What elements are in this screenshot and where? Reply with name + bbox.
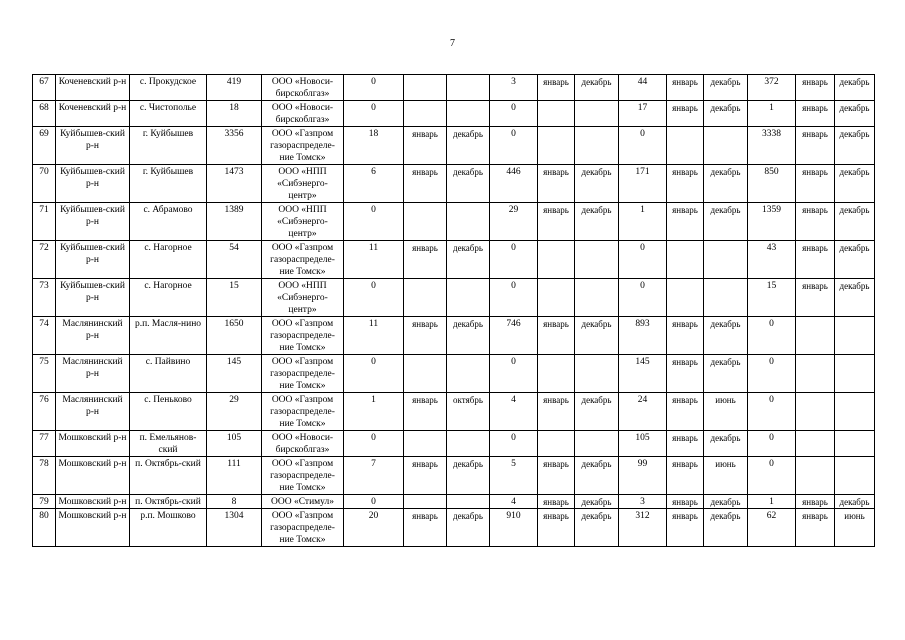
row-number: 70 bbox=[33, 165, 56, 203]
row-number: 79 bbox=[33, 495, 56, 509]
group-d-quantity: 0 bbox=[748, 457, 796, 495]
group-c-from: январь bbox=[667, 457, 704, 495]
group-a-to: декабрь bbox=[447, 241, 490, 279]
row-number: 75 bbox=[33, 355, 56, 393]
row-number: 77 bbox=[33, 431, 56, 457]
group-d-from: январь bbox=[796, 509, 835, 547]
group-c-quantity: 99 bbox=[619, 457, 667, 495]
row-number: 72 bbox=[33, 241, 56, 279]
settlement-cell: г. Куйбышев bbox=[130, 127, 207, 165]
group-d-quantity: 43 bbox=[748, 241, 796, 279]
group-a-from bbox=[404, 101, 447, 127]
group-b-quantity: 0 bbox=[490, 355, 538, 393]
group-b-quantity: 3 bbox=[490, 75, 538, 101]
group-a-from: январь bbox=[404, 509, 447, 547]
organization-cell: ООО «НПП «Сибэнерго-центр» bbox=[262, 279, 344, 317]
group-c-to bbox=[704, 279, 748, 317]
total-cell: 419 bbox=[207, 75, 262, 101]
group-b-to bbox=[575, 101, 619, 127]
group-b-from bbox=[538, 241, 575, 279]
district-cell: Куйбышев-ский р-н bbox=[56, 127, 130, 165]
organization-cell: ООО «Газпром газораспределе-ние Томск» bbox=[262, 241, 344, 279]
group-d-from: январь bbox=[796, 203, 835, 241]
group-a-from bbox=[404, 495, 447, 509]
table-row bbox=[33, 279, 875, 317]
group-a-from: январь bbox=[404, 457, 447, 495]
organization-cell: ООО «Газпром газораспределе-ние Томск» bbox=[262, 317, 344, 355]
group-b-quantity: 0 bbox=[490, 279, 538, 317]
group-b-quantity: 746 bbox=[490, 317, 538, 355]
group-a-from bbox=[404, 431, 447, 457]
group-a-from: январь bbox=[404, 317, 447, 355]
row-number: 76 bbox=[33, 393, 56, 431]
group-a-to bbox=[447, 101, 490, 127]
group-d-quantity: 372 bbox=[748, 75, 796, 101]
group-a-to: октябрь bbox=[447, 393, 490, 431]
group-d-to bbox=[835, 393, 875, 431]
group-b-to bbox=[575, 279, 619, 317]
total-cell: 29 bbox=[207, 393, 262, 431]
total-cell: 1650 bbox=[207, 317, 262, 355]
organization-cell: ООО «Газпром газораспределе-ние Томск» bbox=[262, 127, 344, 165]
group-b-to bbox=[575, 241, 619, 279]
group-d-from: январь bbox=[796, 75, 835, 101]
group-c-from: январь bbox=[667, 75, 704, 101]
group-b-quantity: 4 bbox=[490, 495, 538, 509]
group-b-from: январь bbox=[538, 203, 575, 241]
data-table bbox=[32, 74, 875, 547]
organization-cell: ООО «Стимул» bbox=[262, 495, 344, 509]
row-number: 67 bbox=[33, 75, 56, 101]
row-number: 69 bbox=[33, 127, 56, 165]
organization-cell: ООО «Новоси-бирскоблгаз» bbox=[262, 75, 344, 101]
district-cell: Мошковский р-н bbox=[56, 431, 130, 457]
group-b-from: январь bbox=[538, 495, 575, 509]
group-a-quantity: 0 bbox=[344, 75, 404, 101]
group-d-quantity: 3338 bbox=[748, 127, 796, 165]
group-d-to: декабрь bbox=[835, 127, 875, 165]
settlement-cell: с. Пайвино bbox=[130, 355, 207, 393]
table-row bbox=[33, 457, 875, 495]
total-cell: 8 bbox=[207, 495, 262, 509]
district-cell: Маслянинский р-н bbox=[56, 355, 130, 393]
group-a-from: январь bbox=[404, 165, 447, 203]
organization-cell: ООО «НПП «Сибэнерго-центр» bbox=[262, 165, 344, 203]
group-b-from: январь bbox=[538, 75, 575, 101]
group-c-to: июнь bbox=[704, 457, 748, 495]
group-d-quantity: 0 bbox=[748, 393, 796, 431]
table-row bbox=[33, 317, 875, 355]
group-a-quantity: 0 bbox=[344, 355, 404, 393]
group-c-quantity: 312 bbox=[619, 509, 667, 547]
page-number: 7 bbox=[450, 38, 455, 49]
group-d-from: январь bbox=[796, 241, 835, 279]
group-c-from: январь bbox=[667, 203, 704, 241]
group-c-quantity: 1 bbox=[619, 203, 667, 241]
group-b-to: декабрь bbox=[575, 457, 619, 495]
group-c-from: январь bbox=[667, 101, 704, 127]
row-number: 78 bbox=[33, 457, 56, 495]
group-a-to bbox=[447, 431, 490, 457]
group-c-to: декабрь bbox=[704, 317, 748, 355]
district-cell: Куйбышев-ский р-н bbox=[56, 279, 130, 317]
table-row bbox=[33, 393, 875, 431]
district-cell: Мошковский р-н bbox=[56, 495, 130, 509]
row-number: 74 bbox=[33, 317, 56, 355]
settlement-cell: с. Абрамово bbox=[130, 203, 207, 241]
group-d-from bbox=[796, 317, 835, 355]
group-c-from: январь bbox=[667, 393, 704, 431]
group-c-to: декабрь bbox=[704, 355, 748, 393]
group-a-to bbox=[447, 355, 490, 393]
group-d-to: декабрь bbox=[835, 241, 875, 279]
group-d-from bbox=[796, 457, 835, 495]
group-a-to bbox=[447, 279, 490, 317]
group-b-to bbox=[575, 431, 619, 457]
row-number: 68 bbox=[33, 101, 56, 127]
district-cell: Маслянинский р-н bbox=[56, 317, 130, 355]
table-row bbox=[33, 431, 875, 457]
group-d-to: декабрь bbox=[835, 75, 875, 101]
table-row bbox=[33, 203, 875, 241]
organization-cell: ООО «Новоси-бирскоблгаз» bbox=[262, 101, 344, 127]
group-a-from bbox=[404, 279, 447, 317]
group-a-from: январь bbox=[404, 127, 447, 165]
group-d-to bbox=[835, 431, 875, 457]
group-a-from bbox=[404, 203, 447, 241]
group-b-from bbox=[538, 101, 575, 127]
total-cell: 1473 bbox=[207, 165, 262, 203]
table-row bbox=[33, 165, 875, 203]
group-b-to: декабрь bbox=[575, 317, 619, 355]
group-b-to: декабрь bbox=[575, 165, 619, 203]
group-c-to: декабрь bbox=[704, 101, 748, 127]
group-a-quantity: 0 bbox=[344, 101, 404, 127]
district-cell: Мошковский р-н bbox=[56, 509, 130, 547]
group-c-quantity: 44 bbox=[619, 75, 667, 101]
group-c-from bbox=[667, 279, 704, 317]
total-cell: 15 bbox=[207, 279, 262, 317]
group-c-to bbox=[704, 241, 748, 279]
table-row bbox=[33, 101, 875, 127]
group-d-to bbox=[835, 355, 875, 393]
group-b-from bbox=[538, 355, 575, 393]
group-b-quantity: 5 bbox=[490, 457, 538, 495]
group-d-quantity: 0 bbox=[748, 431, 796, 457]
group-a-quantity: 11 bbox=[344, 317, 404, 355]
group-b-to: декабрь bbox=[575, 75, 619, 101]
organization-cell: ООО «Газпром газораспределе-ние Томск» bbox=[262, 509, 344, 547]
district-cell: Куйбышев-ский р-н bbox=[56, 203, 130, 241]
settlement-cell: с. Нагорное bbox=[130, 241, 207, 279]
group-d-from bbox=[796, 431, 835, 457]
group-d-quantity: 0 bbox=[748, 317, 796, 355]
group-d-from: январь bbox=[796, 127, 835, 165]
total-cell: 105 bbox=[207, 431, 262, 457]
group-d-quantity: 62 bbox=[748, 509, 796, 547]
group-b-quantity: 0 bbox=[490, 431, 538, 457]
group-a-to: декабрь bbox=[447, 457, 490, 495]
organization-cell: ООО «Газпром газораспределе-ние Томск» bbox=[262, 457, 344, 495]
group-b-quantity: 4 bbox=[490, 393, 538, 431]
group-c-from: январь bbox=[667, 509, 704, 547]
group-b-from: январь bbox=[538, 165, 575, 203]
group-a-from bbox=[404, 75, 447, 101]
group-c-to: июнь bbox=[704, 393, 748, 431]
group-b-quantity: 0 bbox=[490, 101, 538, 127]
group-c-quantity: 24 bbox=[619, 393, 667, 431]
group-c-to: декабрь bbox=[704, 495, 748, 509]
organization-cell: ООО «Газпром газораспределе-ние Томск» bbox=[262, 393, 344, 431]
group-d-to: декабрь bbox=[835, 101, 875, 127]
group-c-quantity: 171 bbox=[619, 165, 667, 203]
group-c-to: декабрь bbox=[704, 431, 748, 457]
group-b-from bbox=[538, 431, 575, 457]
group-b-to bbox=[575, 127, 619, 165]
group-d-quantity: 850 bbox=[748, 165, 796, 203]
group-b-quantity: 0 bbox=[490, 241, 538, 279]
settlement-cell: п. Октябрь-ский bbox=[130, 457, 207, 495]
group-c-to bbox=[704, 127, 748, 165]
group-b-from: январь bbox=[538, 393, 575, 431]
group-c-from: январь bbox=[667, 165, 704, 203]
group-d-to bbox=[835, 317, 875, 355]
group-c-quantity: 0 bbox=[619, 241, 667, 279]
total-cell: 1304 bbox=[207, 509, 262, 547]
group-a-from: январь bbox=[404, 393, 447, 431]
table-row bbox=[33, 509, 875, 547]
group-b-from: январь bbox=[538, 317, 575, 355]
group-c-to: декабрь bbox=[704, 203, 748, 241]
district-cell: Коченевский р-н bbox=[56, 75, 130, 101]
group-a-to bbox=[447, 495, 490, 509]
group-c-to: декабрь bbox=[704, 509, 748, 547]
settlement-cell: с. Прокудское bbox=[130, 75, 207, 101]
group-d-from bbox=[796, 393, 835, 431]
group-a-quantity: 7 bbox=[344, 457, 404, 495]
district-cell: Коченевский р-н bbox=[56, 101, 130, 127]
group-c-from: январь bbox=[667, 355, 704, 393]
table-row bbox=[33, 355, 875, 393]
table-body bbox=[33, 75, 875, 547]
group-b-from: январь bbox=[538, 457, 575, 495]
group-b-quantity: 910 bbox=[490, 509, 538, 547]
group-b-quantity: 0 bbox=[490, 127, 538, 165]
group-c-from bbox=[667, 127, 704, 165]
total-cell: 3356 bbox=[207, 127, 262, 165]
group-b-quantity: 29 bbox=[490, 203, 538, 241]
group-b-from bbox=[538, 279, 575, 317]
group-c-quantity: 105 bbox=[619, 431, 667, 457]
group-a-quantity: 18 bbox=[344, 127, 404, 165]
district-cell: Куйбышев-ский р-н bbox=[56, 165, 130, 203]
group-d-from: январь bbox=[796, 101, 835, 127]
group-a-to bbox=[447, 75, 490, 101]
group-c-quantity: 893 bbox=[619, 317, 667, 355]
group-a-quantity: 20 bbox=[344, 509, 404, 547]
group-a-quantity: 11 bbox=[344, 241, 404, 279]
total-cell: 18 bbox=[207, 101, 262, 127]
table-row bbox=[33, 241, 875, 279]
group-a-quantity: 0 bbox=[344, 279, 404, 317]
total-cell: 54 bbox=[207, 241, 262, 279]
group-c-quantity: 3 bbox=[619, 495, 667, 509]
group-d-to: декабрь bbox=[835, 165, 875, 203]
total-cell: 145 bbox=[207, 355, 262, 393]
table-row bbox=[33, 75, 875, 101]
settlement-cell: р.п. Мошково bbox=[130, 509, 207, 547]
group-a-quantity: 6 bbox=[344, 165, 404, 203]
group-d-to: июнь bbox=[835, 509, 875, 547]
group-a-quantity: 1 bbox=[344, 393, 404, 431]
group-a-to bbox=[447, 203, 490, 241]
settlement-cell: с. Пеньково bbox=[130, 393, 207, 431]
group-b-to bbox=[575, 355, 619, 393]
group-a-quantity: 0 bbox=[344, 203, 404, 241]
group-a-to: декабрь bbox=[447, 127, 490, 165]
group-b-to: декабрь bbox=[575, 203, 619, 241]
settlement-cell: п. Октябрь-ский bbox=[130, 495, 207, 509]
group-d-quantity: 1 bbox=[748, 495, 796, 509]
group-d-from bbox=[796, 355, 835, 393]
table-row bbox=[33, 127, 875, 165]
row-number: 71 bbox=[33, 203, 56, 241]
group-d-to: декабрь bbox=[835, 279, 875, 317]
district-cell: Куйбышев-ский р-н bbox=[56, 241, 130, 279]
group-a-from bbox=[404, 355, 447, 393]
district-cell: Мошковский р-н bbox=[56, 457, 130, 495]
group-a-to: декабрь bbox=[447, 317, 490, 355]
group-d-to: декабрь bbox=[835, 495, 875, 509]
settlement-cell: с. Нагорное bbox=[130, 279, 207, 317]
group-a-quantity: 0 bbox=[344, 495, 404, 509]
settlement-cell: г. Куйбышев bbox=[130, 165, 207, 203]
group-d-quantity: 0 bbox=[748, 355, 796, 393]
group-c-quantity: 0 bbox=[619, 127, 667, 165]
settlement-cell: п. Емельянов-ский bbox=[130, 431, 207, 457]
group-b-quantity: 446 bbox=[490, 165, 538, 203]
group-c-to: декабрь bbox=[704, 165, 748, 203]
group-c-quantity: 145 bbox=[619, 355, 667, 393]
settlement-cell: с. Чистополье bbox=[130, 101, 207, 127]
row-number: 73 bbox=[33, 279, 56, 317]
table-row bbox=[33, 495, 875, 509]
group-d-from: январь bbox=[796, 279, 835, 317]
settlement-cell: р.п. Масля-нино bbox=[130, 317, 207, 355]
group-d-from: январь bbox=[796, 495, 835, 509]
group-b-to: декабрь bbox=[575, 495, 619, 509]
group-c-from: январь bbox=[667, 317, 704, 355]
total-cell: 1389 bbox=[207, 203, 262, 241]
group-d-quantity: 1359 bbox=[748, 203, 796, 241]
group-d-to: декабрь bbox=[835, 203, 875, 241]
group-d-from: январь bbox=[796, 165, 835, 203]
group-a-to: декабрь bbox=[447, 165, 490, 203]
total-cell: 111 bbox=[207, 457, 262, 495]
organization-cell: ООО «НПП «Сибэнерго-центр» bbox=[262, 203, 344, 241]
row-number: 80 bbox=[33, 509, 56, 547]
group-c-from: январь bbox=[667, 495, 704, 509]
group-b-to: декабрь bbox=[575, 393, 619, 431]
group-d-to bbox=[835, 457, 875, 495]
group-c-quantity: 17 bbox=[619, 101, 667, 127]
group-c-to: декабрь bbox=[704, 75, 748, 101]
group-b-from: январь bbox=[538, 509, 575, 547]
group-c-from: январь bbox=[667, 431, 704, 457]
group-a-quantity: 0 bbox=[344, 431, 404, 457]
group-c-from bbox=[667, 241, 704, 279]
group-c-quantity: 0 bbox=[619, 279, 667, 317]
district-cell: Маслянинский р-н bbox=[56, 393, 130, 431]
group-d-quantity: 15 bbox=[748, 279, 796, 317]
group-b-from bbox=[538, 127, 575, 165]
group-a-from: январь bbox=[404, 241, 447, 279]
organization-cell: ООО «Новоси-бирскоблгаз» bbox=[262, 431, 344, 457]
group-b-to: декабрь bbox=[575, 509, 619, 547]
group-a-to: декабрь bbox=[447, 509, 490, 547]
group-d-quantity: 1 bbox=[748, 101, 796, 127]
organization-cell: ООО «Газпром газораспределе-ние Томск» bbox=[262, 355, 344, 393]
